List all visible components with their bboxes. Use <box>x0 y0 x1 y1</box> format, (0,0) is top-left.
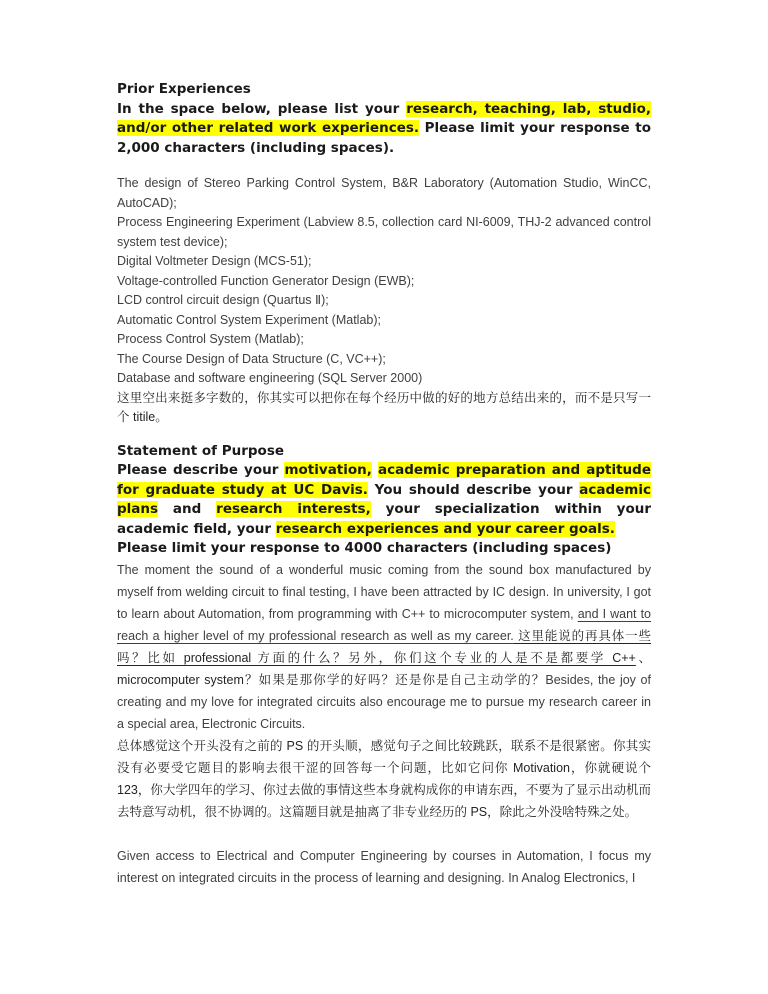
experience-item-stereo-parking <box>117 174 651 213</box>
sop-paragraph-1 <box>117 559 651 735</box>
experience-item-function-generator <box>117 272 651 292</box>
experience-list-annotation-zh <box>117 389 651 428</box>
text-run: You should describe your <box>367 481 580 498</box>
text-run: Process Engineering Experiment (Labview 8.5, collection card NI-6009, THJ-2 advanced control system test device); <box>117 215 651 249</box>
text-run: The Course Design of Data Structure (C, VC++); <box>117 351 386 366</box>
highlighted-text-run: motivation, <box>284 462 372 478</box>
text-run: Digital Voltmeter Design (MCS-51); <box>117 254 312 268</box>
spacer-before-paragraph-2 <box>117 823 651 845</box>
text-run: Please limit your response to 4000 characters (including spaces) <box>117 540 612 556</box>
text-run: Besides, the joy of creating and my love for integrated circuits also encourage me to pursue my research career in a special area, Electronic Circuits. <box>117 672 651 731</box>
text-run: Database and software engineering (SQL Server 2000) <box>117 371 423 385</box>
text-run: Prior Experiences <box>117 81 251 97</box>
experience-item-database <box>117 369 651 389</box>
document-content <box>117 80 651 889</box>
text-run: Please describe your <box>117 462 285 478</box>
highlighted-text-run: research experiences and your career goals. <box>275 520 615 537</box>
text-run: Process Control System (Matlab); <box>117 332 304 346</box>
text-run: 、microcomputer system？如果是那你学的好吗？还是你是自己主动学的？ <box>117 650 651 687</box>
text-run: Please limit your response to 2,000 characters (including spaces). <box>117 120 651 156</box>
experience-item-data-structure <box>117 350 651 370</box>
text-run: Statement of Purpose <box>117 442 285 459</box>
experience-item-process-control <box>117 330 651 350</box>
text-run: The design of Stereo Parking Control System, B&R Laboratory (Automation Studio, WinCC, AutoCAD); <box>117 176 651 210</box>
experience-item-automatic-control <box>117 311 651 331</box>
underlined-text-run: 这里能说的再具体一些吗？比如 professional 方面的什么？另外，你们这个专业的人是不是都要学 C++ <box>117 628 651 665</box>
sop-paragraph-2 <box>117 845 651 889</box>
sop-annotation-zh <box>117 735 651 823</box>
text-run: In the space below, please list your <box>117 100 407 117</box>
text-run: Voltage-controlled Function Generator Design (EWB); <box>117 273 415 288</box>
prior-experiences-heading <box>117 80 651 100</box>
text-run: 这里空出来挺多字数的，你其实可以把你在每个经历中做的好的地方总结出来的，而不是只写一个 titile。 <box>117 390 651 424</box>
statement-of-purpose-prompt <box>117 461 651 539</box>
highlighted-text-run: research, teaching, lab, studio, and/or other related work experiences. <box>117 100 651 136</box>
text-run: and <box>158 501 217 517</box>
spacer-after-prior-prompt <box>117 158 651 174</box>
text-run: Automatic Control System Experiment (Matlab); <box>117 312 381 327</box>
text-run: 总体感觉这个开头没有之前的 PS 的开头顺，感觉句子之间比较跳跃，联系不是很紧密。你其实没有必要受它题目的影响去很干涩的回答每一个问题，比如它问你 Motivation，你就硬说个 123，你大学四年的学习、你过去做的事情这些本身就构成你的申请东西，不要为了显示出动机而去特意写动机，很不协调的。这篇题目就是抽离了非专业经历的 PS，除此之外没啥特殊之处。 <box>117 738 651 819</box>
text-run: Given access to Electrical and Computer Engineering by courses in Automation, I focus my interest on integrated circuits in the process of learning and designing. In Analog Electronics, I <box>117 848 651 885</box>
underlined-text-run: and I want to reach a higher level of my professional research as well as my career. <box>117 606 652 643</box>
experience-item-lcd-control <box>117 291 651 311</box>
highlighted-text-run: research interests, <box>216 501 371 517</box>
highlighted-text-run: academic preparation and aptitude for graduate study at UC Davis. <box>117 462 651 498</box>
text-run: LCD control circuit design (Quartus Ⅱ); <box>117 293 329 307</box>
spacer-before-sop <box>117 428 651 442</box>
experience-item-process-engineering <box>117 213 651 252</box>
experience-item-digital-voltmeter <box>117 252 651 272</box>
highlighted-text-run: academic plans <box>117 481 651 517</box>
text-run: your specialization within your academic field, your <box>117 501 651 537</box>
prior-experiences-prompt <box>117 100 651 159</box>
statement-of-purpose-heading <box>117 442 651 462</box>
statement-of-purpose-limit <box>117 539 651 559</box>
text-run: The moment the sound of a wonderful music coming from the sound box manufactured by myself from welding circuit to final testing, I have been attracted by IC design. In university, I got to learn about Automation, from programming with C++ to microcomputer system, <box>117 562 651 621</box>
